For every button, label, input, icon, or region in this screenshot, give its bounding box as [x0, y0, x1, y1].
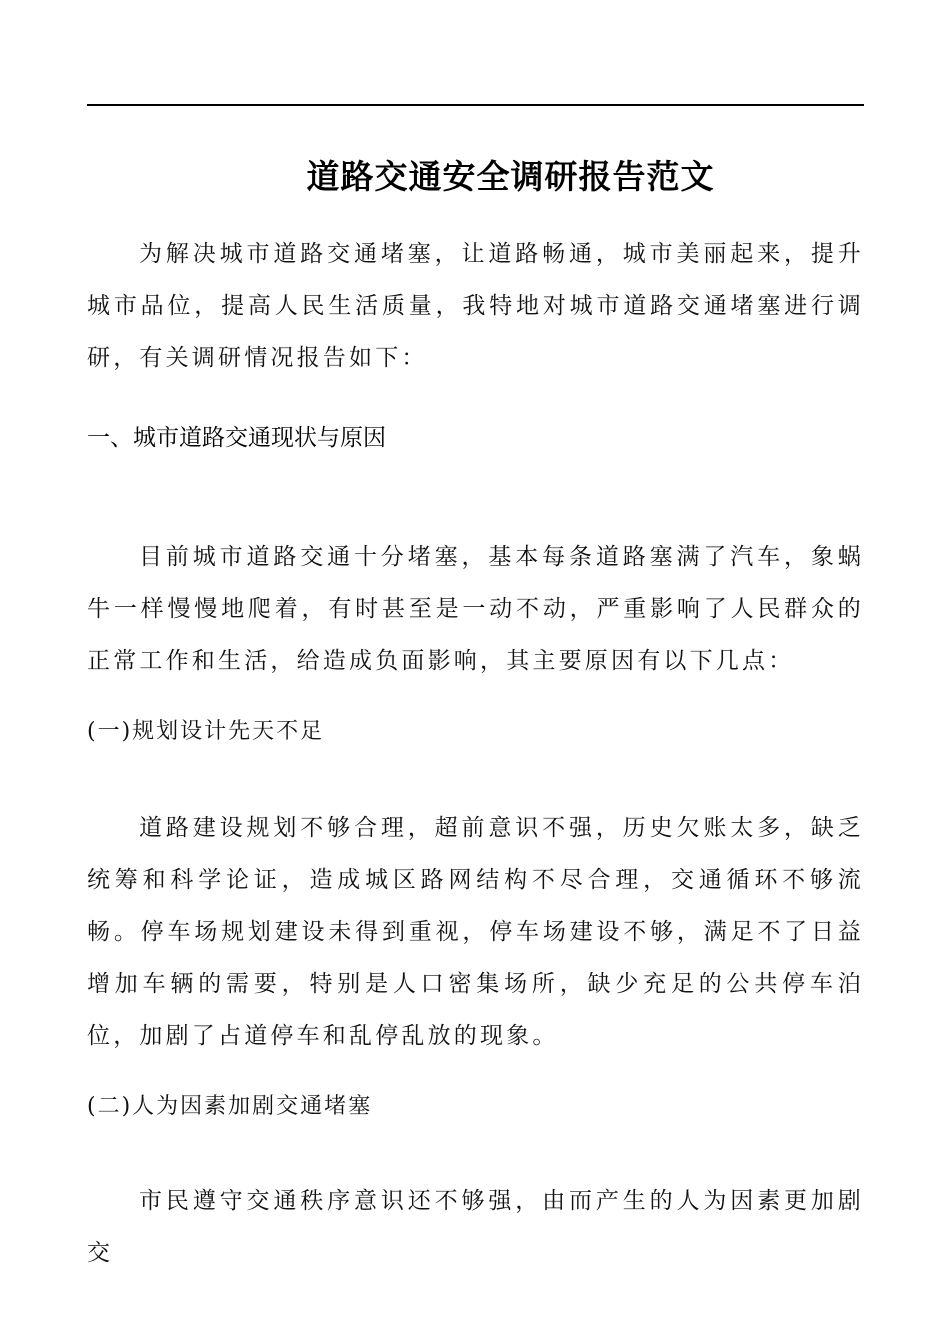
subsection-1-paragraph: 道路建设规划不够合理，超前意识不强，历史欠账太多，缺乏统筹和科学论证，造成城区路网结构不尽合理，交通循环不够流畅。停车场规划建设未得到重视，停车场建设不够，满足不了日益增加车辆的需要，特别是人口密集场所，缺少充足的公共停车泊位，加剧了占道停车和乱停乱放的现象。	[87, 815, 864, 1049]
intro-paragraph: 为解决城市道路交通堵塞，让道路畅通，城市美丽起来，提升城市品位，提高人民生活质量，我特地对城市道路交通堵塞进行调研，有关调研情况报告如下：	[87, 241, 864, 371]
subsection-heading-1: (一)规划设计先天不足	[87, 719, 325, 744]
document-title: 道路交通安全调研报告范文	[306, 157, 715, 196]
header-rule	[87, 104, 864, 106]
section-heading-1: 一、城市道路交通现状与原因	[87, 425, 386, 451]
subsection-heading-2: (二)人为因素加剧交通堵塞	[87, 1094, 373, 1119]
section-1-paragraph: 目前城市道路交通十分堵塞，基本每条道路塞满了汽车，象蜗牛一样慢慢地爬着，有时甚至是一动不动，严重影响了人民群众的正常工作和生活，给造成负面影响，其主要原因有以下几点：	[87, 544, 864, 674]
subsection-2-paragraph: 市民遵守交通秩序意识还不够强，由而产生的人为因素更加剧交	[87, 1188, 864, 1266]
